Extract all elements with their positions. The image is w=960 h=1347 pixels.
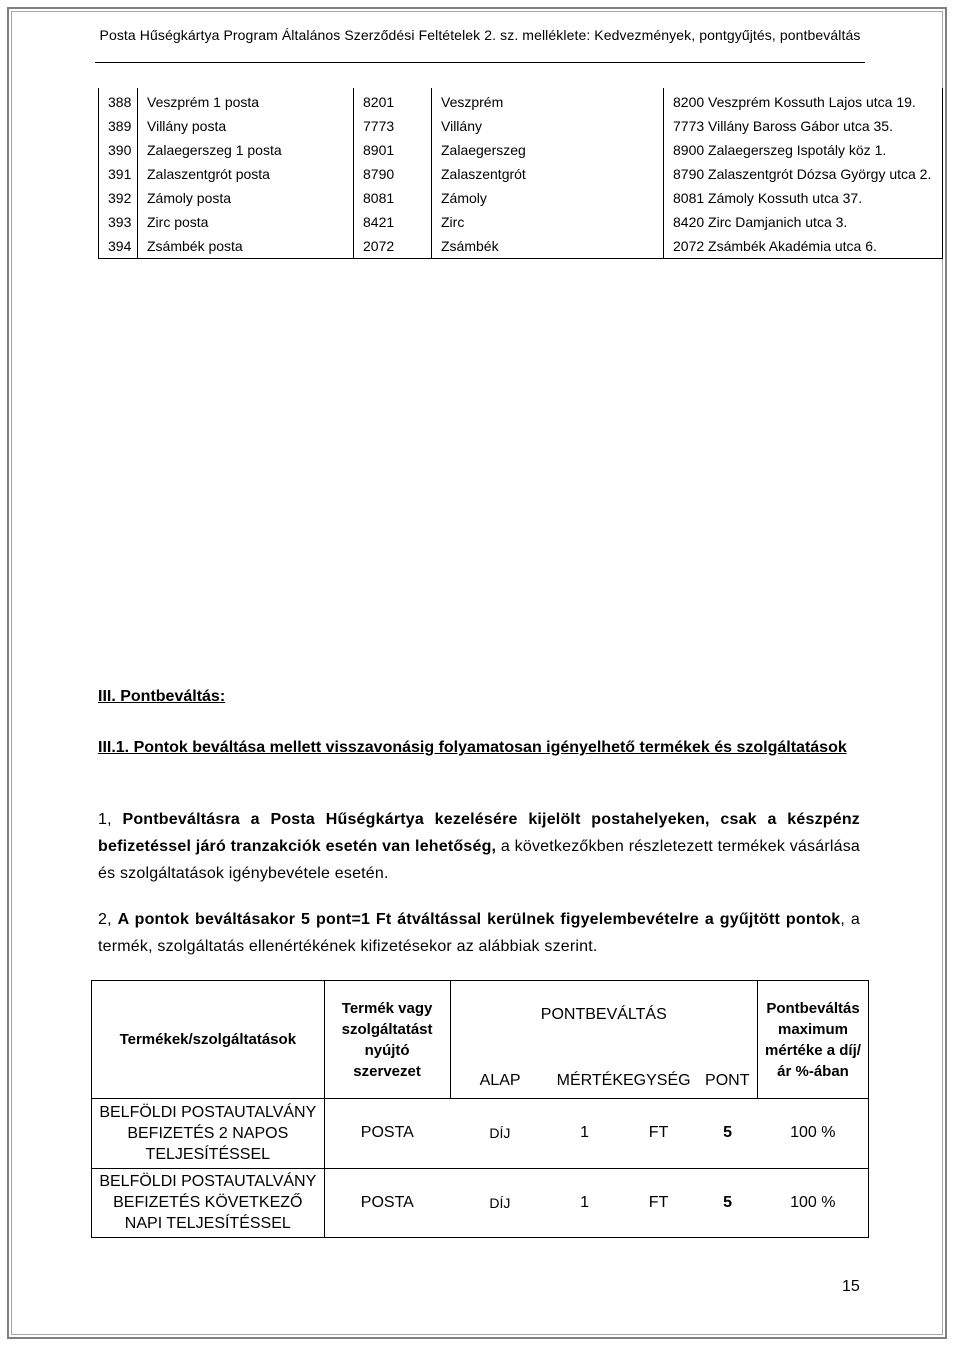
fee-type: DÍJ xyxy=(450,1168,550,1237)
postal-code: 8421 xyxy=(354,210,432,234)
table-row xyxy=(99,162,943,186)
office-name: Zirc posta xyxy=(138,210,354,234)
table-row xyxy=(99,88,943,114)
postal-code: 2072 xyxy=(354,234,432,259)
postal-code: 8201 xyxy=(354,88,432,114)
postal-code: 7773 xyxy=(354,114,432,138)
office-name: Veszprém 1 posta xyxy=(138,88,354,114)
product-name: BELFÖLDI POSTAUTALVÁNY BEFIZETÉS KÖVETKEZŐ NAPI TELJESÍTÉSSEL xyxy=(92,1168,325,1237)
table-row xyxy=(92,1168,869,1237)
city: Veszprém xyxy=(432,88,664,114)
header-base: ALAP xyxy=(450,1050,550,1099)
address: 2072 Zsámbék Akadémia utca 6. xyxy=(664,234,943,259)
base-value: 1 xyxy=(550,1099,620,1168)
header-rule xyxy=(95,62,865,63)
office-name: Villány posta xyxy=(138,114,354,138)
row-number: 393 xyxy=(99,210,138,234)
table-row xyxy=(99,210,943,234)
header-provider: Termék vagy szolgáltatást nyújtó szervezet xyxy=(324,981,450,1099)
paragraph-lead: 1, xyxy=(98,811,123,828)
city: Zámoly xyxy=(432,186,664,210)
header-unit: MÉRTÉKEGYSÉG xyxy=(550,1050,698,1099)
header-max: Pontbeváltás maximum mértéke a díj/ár %-ában xyxy=(758,981,869,1099)
address: 8790 Zalaszentgrót Dózsa György utca 2. xyxy=(664,162,943,186)
address: 8900 Zalaegerszeg Ispotály köz 1. xyxy=(664,138,943,162)
max-percent: 100 % xyxy=(758,1099,869,1168)
postal-code: 8081 xyxy=(354,186,432,210)
paragraph-bold-text: Pontbeváltásra a Posta Hűségkártya kezelésére kijelölt postahelyeken, csak a készpénz befizetéssel járó tranzakciók esetén van lehetőség, xyxy=(98,811,861,855)
provider: POSTA xyxy=(324,1099,450,1168)
point-value: 5 xyxy=(698,1099,758,1168)
header-point: PONT xyxy=(698,1050,758,1099)
row-number: 389 xyxy=(99,114,138,138)
city: Zalaszentgrót xyxy=(432,162,664,186)
provider: POSTA xyxy=(324,1168,450,1237)
paragraph-conversion-rate xyxy=(98,906,860,960)
address: 7773 Villány Baross Gábor utca 35. xyxy=(664,114,943,138)
page-number: 15 xyxy=(842,1278,860,1295)
row-number: 394 xyxy=(99,234,138,259)
address: 8420 Zirc Damjanich utca 3. xyxy=(664,210,943,234)
city: Villány xyxy=(432,114,664,138)
row-number: 391 xyxy=(99,162,138,186)
paragraph-lead: 2, xyxy=(98,911,118,928)
row-number: 392 xyxy=(99,186,138,210)
address: 8200 Veszprém Kossuth Lajos utca 19. xyxy=(664,88,943,114)
office-name: Zámoly posta xyxy=(138,186,354,210)
table-row xyxy=(99,114,943,138)
paragraph-text: , a termék, szolgáltatás ellenértékének kifizetésekor az alábbiak szerint. xyxy=(98,911,860,955)
table-row xyxy=(99,138,943,162)
paragraph-bold-text: A pontok beváltásakor 5 pont=1 Ft átváltással kerülnek figyelembevételre a gyűjtött pontok xyxy=(117,911,841,928)
points-redemption-table xyxy=(91,980,869,1238)
city: Zalaegerszeg xyxy=(432,138,664,162)
postal-code: 8901 xyxy=(354,138,432,162)
page-header: Posta Hűségkártya Program Általános Szerződési Feltételek 2. sz. melléklete: Kedvezmények, pontgyűjtés, pontbeváltás xyxy=(99,27,861,43)
city: Zsámbék xyxy=(432,234,664,259)
city: Zirc xyxy=(432,210,664,234)
table-row xyxy=(92,1099,869,1168)
unit-value: FT xyxy=(620,1099,698,1168)
section-title: III. Pontbeváltás: xyxy=(98,688,226,705)
row-number: 390 xyxy=(99,138,138,162)
row-number: 388 xyxy=(99,88,138,114)
base-value: 1 xyxy=(550,1168,620,1237)
office-name: Zalaszentgrót posta xyxy=(138,162,354,186)
subsection-title: III.1. Pontok beváltása mellett visszavonásig folyamatosan igényelhető termékek és szolgáltatások xyxy=(98,739,847,756)
postal-code: 8790 xyxy=(354,162,432,186)
header-redemption: PONTBEVÁLTÁS xyxy=(450,981,757,1050)
product-name: BELFÖLDI POSTAUTALVÁNY BEFIZETÉS 2 NAPOS TELJESÍTÉSSEL xyxy=(92,1099,325,1168)
unit-value: FT xyxy=(620,1168,698,1237)
post-office-table xyxy=(98,88,943,259)
office-name: Zsámbék posta xyxy=(138,234,354,259)
point-value: 5 xyxy=(698,1168,758,1237)
paragraph-text: a következőkben részletezett termékek vásárlása és szolgáltatások igénybevétele esetén. xyxy=(98,838,860,882)
header-products: Termékek/szolgáltatások xyxy=(92,981,325,1099)
fee-type: DÍJ xyxy=(450,1099,550,1168)
address: 8081 Zámoly Kossuth utca 37. xyxy=(664,186,943,210)
table-row xyxy=(99,186,943,210)
table-row xyxy=(99,234,943,259)
max-percent: 100 % xyxy=(758,1168,869,1237)
paragraph-redemption-conditions xyxy=(98,806,860,887)
office-name: Zalaegerszeg 1 posta xyxy=(138,138,354,162)
